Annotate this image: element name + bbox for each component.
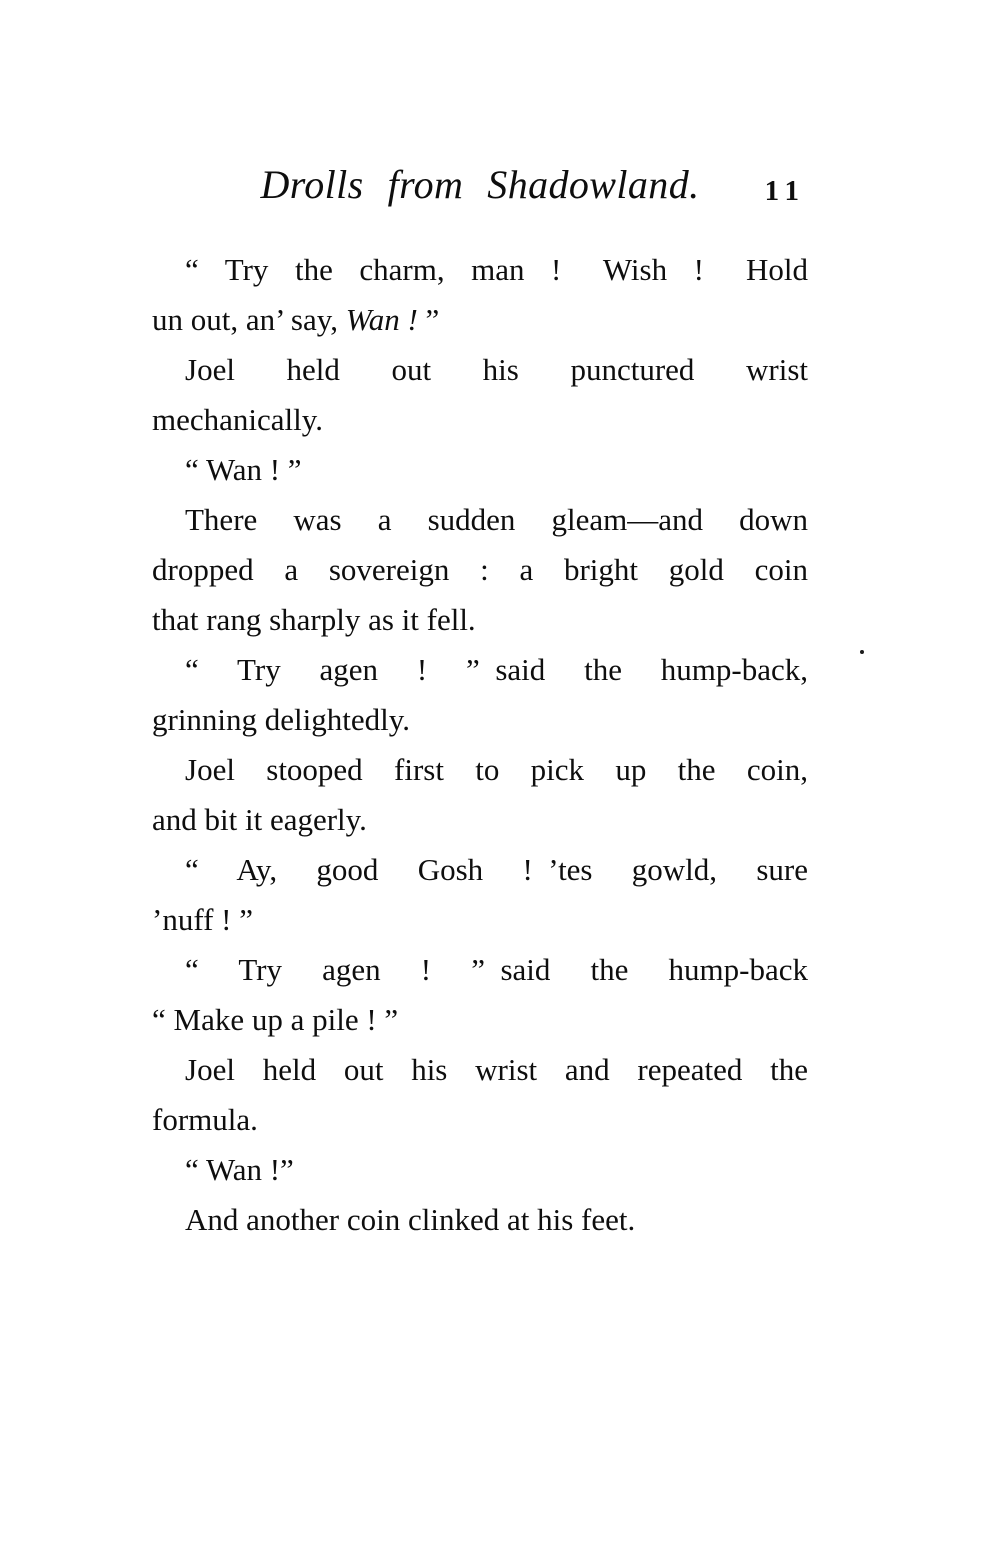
text-segment: “ Make up a pile ! ” (152, 1002, 399, 1037)
text-segment: mechanically. (152, 402, 323, 437)
page-number: 11 (764, 175, 806, 207)
text-line (152, 1145, 808, 1195)
text-line (152, 1045, 808, 1095)
text-line (152, 695, 808, 745)
text-line (152, 645, 808, 695)
text-line (152, 1095, 808, 1145)
text-segment: grinning delightedly. (152, 702, 411, 737)
text-segment: un out, an’ say, (152, 302, 346, 337)
text-segment: Joel stooped first to pick up the coin, (185, 752, 808, 787)
text-line (152, 545, 808, 595)
text-line (152, 895, 808, 945)
text-line (152, 395, 808, 445)
text-segment: ” (425, 302, 440, 337)
text-segment: “ Try agen ! ” said the hump-back (185, 952, 808, 987)
text-line (152, 495, 808, 545)
text-segment: And another coin clinked at his feet. (185, 1202, 636, 1237)
text-line (152, 445, 808, 495)
text-line (152, 1195, 808, 1245)
text-segment: “ Wan ! ” (185, 452, 302, 487)
text-segment: “ Try agen ! ” said the hump-back, (185, 652, 808, 687)
text-segment: and bit it eagerly. (152, 802, 367, 837)
running-head (152, 158, 808, 212)
text-line (152, 345, 808, 395)
text-segment: “ Wan !” (185, 1152, 294, 1187)
text-line (152, 245, 808, 295)
text-segment-italic: Wan ! (345, 302, 426, 337)
text-line (152, 845, 808, 895)
text-line (152, 745, 808, 795)
body-text (152, 245, 808, 1245)
text-segment: “ Ay, good Gosh ! ’tes gowld, sure (185, 852, 808, 887)
text-segment: “ Try the charm, man ! Wish ! Hold (185, 252, 808, 287)
text-line (152, 795, 808, 845)
text-segment: Joel held out his punctured wrist (185, 352, 808, 387)
text-line (152, 995, 808, 1045)
text-segment: formula. (152, 1102, 258, 1137)
ink-speck-artifact (860, 650, 864, 654)
text-line (152, 595, 808, 645)
text-line (152, 295, 808, 345)
text-line (152, 945, 808, 995)
text-segment: that rang sharply as it fell. (152, 602, 476, 637)
text-segment: There was a sudden gleam—and down (185, 502, 808, 537)
page-title: Drolls from Shadowland. (260, 162, 700, 207)
text-segment: dropped a sovereign : a bright gold coin (152, 552, 808, 587)
text-segment: Joel held out his wrist and repeated the (185, 1052, 808, 1087)
text-segment: ’nuff ! ” (152, 902, 253, 937)
